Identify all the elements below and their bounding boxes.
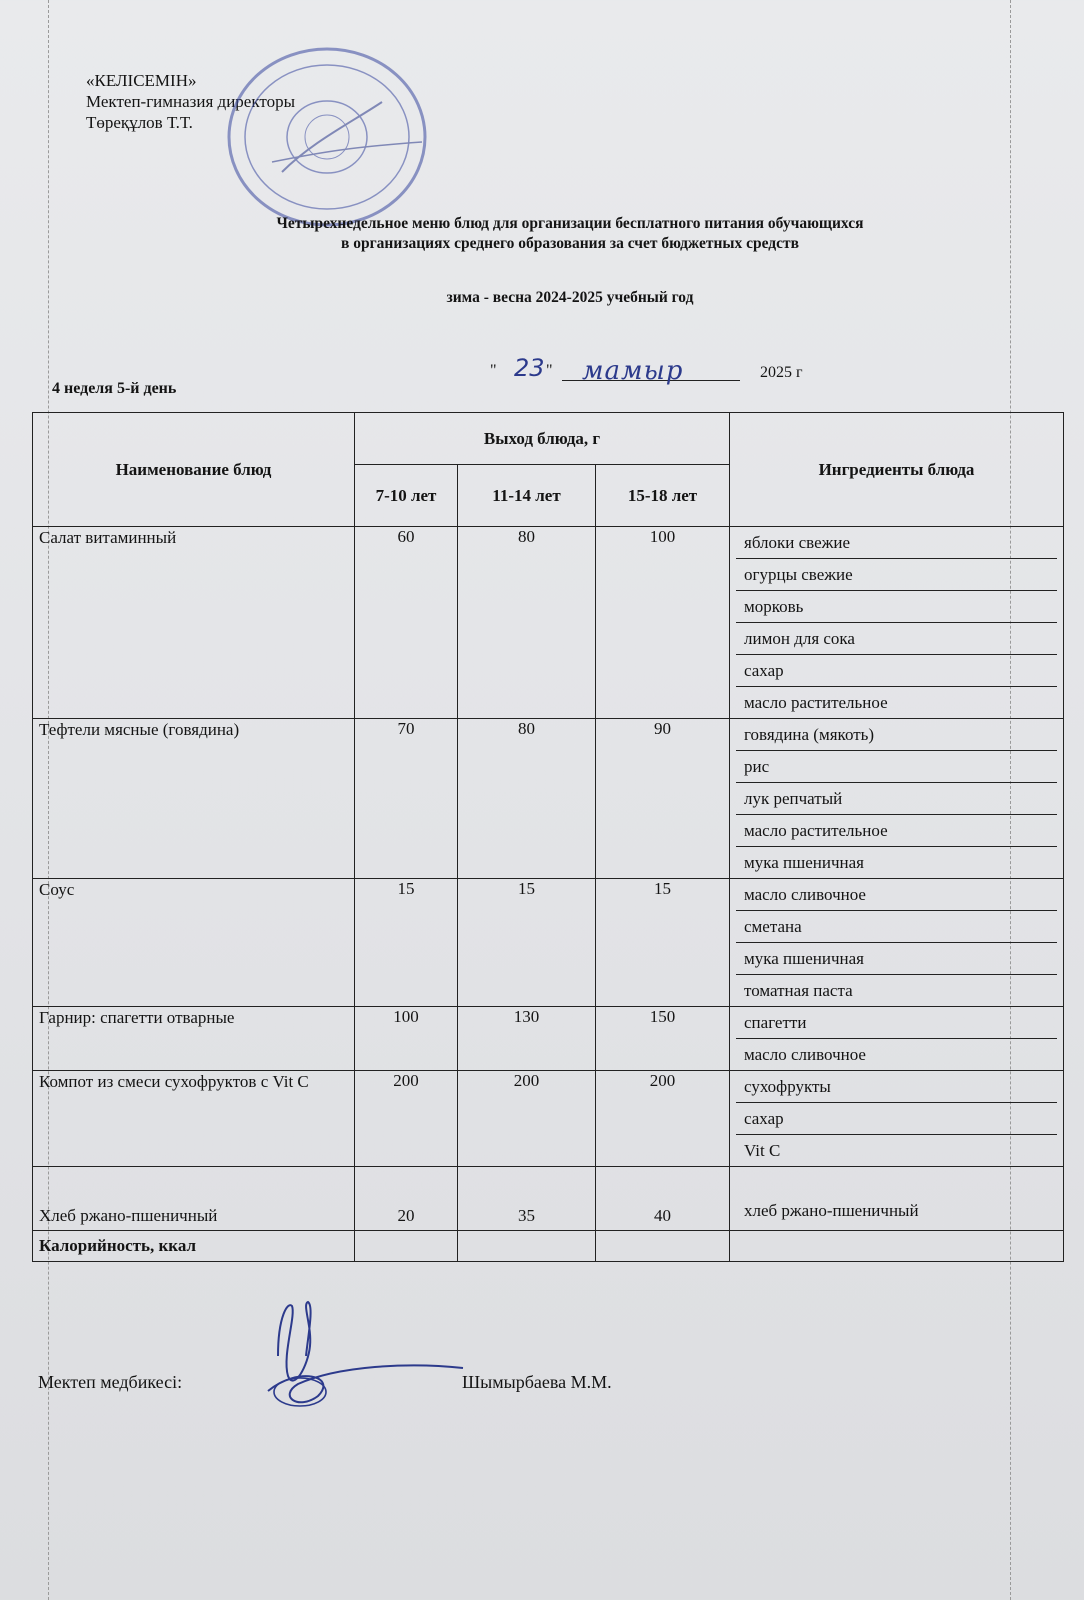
ingredients-cell bbox=[730, 527, 1064, 719]
ingredient-item: мука пшеничная bbox=[736, 943, 1057, 975]
official-stamp bbox=[222, 42, 432, 232]
ingredient-item: масло сливочное bbox=[744, 1045, 866, 1064]
ingredient-item: масло растительное bbox=[736, 815, 1057, 847]
ingredients-cell bbox=[730, 1071, 1064, 1167]
output-7-10: 200 bbox=[355, 1071, 458, 1167]
output-11-14: 80 bbox=[458, 527, 596, 719]
menu-table bbox=[32, 412, 1064, 1262]
output-15-18: 100 bbox=[596, 527, 730, 719]
ingredient-item: масло сливочное bbox=[736, 879, 1057, 911]
date-field bbox=[490, 352, 850, 392]
output-15-18: 200 bbox=[596, 1071, 730, 1167]
date-close-quote: " bbox=[546, 362, 553, 379]
header-age-11-14: 11-14 лет bbox=[458, 465, 596, 527]
approval-position: Мектеп-гимназия директоры bbox=[86, 92, 296, 111]
calories-value-empty bbox=[458, 1231, 596, 1262]
header-age-7-10: 7-10 лет bbox=[355, 465, 458, 527]
table-row bbox=[33, 1071, 1064, 1167]
output-15-18: 40 bbox=[596, 1167, 730, 1231]
calories-label: Калорийность, ккал bbox=[33, 1231, 355, 1262]
output-15-18: 150 bbox=[596, 1007, 730, 1071]
header-output: Выход блюда, г bbox=[355, 413, 730, 465]
approval-name: Төреқұлов Т.Т. bbox=[86, 113, 193, 132]
ingredient-item: томатная паста bbox=[744, 981, 853, 1000]
ingredient-item: сметана bbox=[736, 911, 1057, 943]
calories-value-empty bbox=[355, 1231, 458, 1262]
ingredients-cell bbox=[730, 719, 1064, 879]
ingredient-item: масло растительное bbox=[744, 693, 888, 712]
approval-heading: «КЕЛІСЕМІН» bbox=[86, 71, 197, 90]
calories-value-empty bbox=[596, 1231, 730, 1262]
nurse-name: Шымырбаева М.М. bbox=[462, 1372, 612, 1392]
header-dish-name: Наименование блюд bbox=[33, 413, 355, 527]
output-11-14: 200 bbox=[458, 1071, 596, 1167]
nurse-label: Мектеп медбикесі: bbox=[38, 1372, 183, 1392]
ingredient-item: говядина (мякоть) bbox=[736, 719, 1057, 751]
ingredient-item: сахар bbox=[736, 655, 1057, 687]
ingredient-item: спагетти bbox=[736, 1007, 1057, 1039]
ingredient-item: Vit C bbox=[744, 1141, 781, 1160]
output-7-10: 15 bbox=[355, 879, 458, 1007]
date-open-quote: " bbox=[490, 362, 497, 379]
dish-name: Компот из смеси сухофруктов с Vit C bbox=[33, 1071, 355, 1167]
output-7-10: 20 bbox=[355, 1167, 458, 1231]
dish-name: Тефтели мясные (говядина) bbox=[33, 719, 355, 879]
ingredient-item: яблоки свежие bbox=[736, 527, 1057, 559]
document-title-line-1: Четырехнедельное меню блюд для организации бесплатного питания обучающихся bbox=[276, 215, 864, 232]
output-7-10: 70 bbox=[355, 719, 458, 879]
ingredient-item: мука пшеничная bbox=[744, 853, 864, 872]
output-11-14: 80 bbox=[458, 719, 596, 879]
ingredients-cell bbox=[730, 1167, 1064, 1231]
week-day-label: 4 неделя 5-й день bbox=[52, 380, 177, 397]
table-row bbox=[33, 527, 1064, 719]
ingredients-cell bbox=[730, 879, 1064, 1007]
ingredient-item: хлеб ржано-пшеничный bbox=[744, 1201, 919, 1220]
date-day-handwritten: 23 bbox=[514, 354, 545, 382]
table-row bbox=[33, 719, 1064, 879]
dish-name: Гарнир: спагетти отварные bbox=[33, 1007, 355, 1071]
output-15-18: 15 bbox=[596, 879, 730, 1007]
ingredient-item: сахар bbox=[736, 1103, 1057, 1135]
date-year: 2025 г bbox=[760, 364, 803, 381]
ingredient-item: морковь bbox=[736, 591, 1057, 623]
dish-name: Соус bbox=[33, 879, 355, 1007]
output-11-14: 15 bbox=[458, 879, 596, 1007]
ingredient-item: сухофрукты bbox=[736, 1071, 1057, 1103]
ingredient-item: лук репчатый bbox=[736, 783, 1057, 815]
table-row bbox=[33, 1167, 1064, 1231]
header-ingredients: Ингредиенты блюда bbox=[730, 413, 1064, 527]
output-7-10: 100 bbox=[355, 1007, 458, 1071]
school-year: зима - весна 2024-2025 учебный год bbox=[446, 289, 694, 306]
dish-name: Хлеб ржано-пшеничный bbox=[33, 1167, 355, 1231]
date-month-handwritten: мамыр bbox=[582, 356, 684, 386]
ingredients-cell bbox=[730, 1007, 1064, 1071]
header-age-15-18: 15-18 лет bbox=[596, 465, 730, 527]
calories-value-empty bbox=[730, 1231, 1064, 1262]
calories-row bbox=[33, 1231, 1064, 1262]
table-row bbox=[33, 879, 1064, 1007]
ingredient-item: рис bbox=[736, 751, 1057, 783]
document-title-line-2: в организациях среднего образования за счет бюджетных средств bbox=[341, 235, 799, 252]
dish-name: Салат витаминный bbox=[33, 527, 355, 719]
nurse-signature bbox=[258, 1296, 468, 1416]
output-11-14: 35 bbox=[458, 1167, 596, 1231]
output-15-18: 90 bbox=[596, 719, 730, 879]
output-7-10: 60 bbox=[355, 527, 458, 719]
table-row bbox=[33, 1007, 1064, 1071]
ingredient-item: огурцы свежие bbox=[736, 559, 1057, 591]
output-11-14: 130 bbox=[458, 1007, 596, 1071]
ingredient-item: лимон для сока bbox=[736, 623, 1057, 655]
